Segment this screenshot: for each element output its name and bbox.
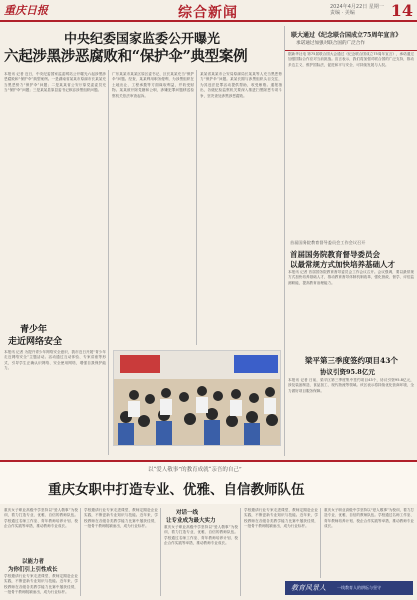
- story3-subtitle: 协议引资95.8亿元: [320, 368, 375, 376]
- subhead-1: 以能力者: [22, 559, 45, 565]
- section-title: 综合新闻: [178, 5, 238, 21]
- banner-body-5: 重庆女子职业高级中学坚持以“爱人敬事”为校训，着力打造专业、优雅、自信的教师队伍。学校通过名师工作室、青年教师培养计划、校企合作实践等举措，推动教师专业成长。: [324, 508, 414, 529]
- story1-subtitle: 承诺通过加强对联合国的广泛合作: [296, 41, 365, 46]
- banner-body-4: 学校邀请行业专家走进课堂，教师定期赴企业实践，不断更新专业知识与技能。近年来，学校教师在各级各类教学能力比赛中屡获佳绩，一批骨干教师脱颖而出，成为行业标杆。: [244, 508, 318, 529]
- page-number: 14: [390, 1, 413, 20]
- feature-body: 本报讯 记者 为提升青少年网络安全意识，我市近日开展“青少年走近网络安全”主题活动。活动通过互动体验、专家讲座等形式，引导学生正确认识网络、安全使用网络，增强自我保护能力。: [4, 350, 106, 371]
- story3-body: 本报讯 记者 日前，梁平区第三季度集中签约项目43个，协议引资95.8亿元，涉及装备制造、食品加工、现代物流等领域。该区表示将持续优化营商环境，全力做好项目服务保障。: [288, 378, 414, 393]
- story2-title-line1: 首届国务院教育督导委员会: [290, 250, 380, 259]
- column-rule: [320, 508, 321, 578]
- feature-title-line1: 青少年: [20, 325, 48, 335]
- dateline: 2024年4月22日 星期一 责编 · 美编: [330, 4, 384, 16]
- story2-body: 本报讯 记者 首届国务院教育督导委员会工作会议召开。会议强调，要以最常规方式加快培养基础人才，推动教育督导体制机制改革，强化督政、督学、评估监测职能，提高教育治理能力。: [288, 270, 414, 285]
- lead-headline-line1: 中央纪委国家监委公开曝光: [64, 32, 221, 47]
- story2-kicker: 首届国务院教育督导委员会工作会议召开: [290, 240, 366, 245]
- story1-title: 联大通过《纪念联合国成立75周年宣言》: [291, 32, 402, 39]
- subhead-2b: 让专业成为最大实力: [166, 518, 216, 524]
- feature-banner: [0, 460, 417, 504]
- article-column-1: 本报讯 记者 近日，中央纪委国家监委网站公开曝光六起涉黑涉恶腐败和“保护伞”典型案例。一是湖南省某某市原副市长某某充当黑恶势力“保护伞”问题；二是某某省公安厅原党委委员充当“保护伞”问题；三是某某县原县委书记纵容涉黑组织问题。: [4, 72, 106, 93]
- footer-banner: [285, 581, 413, 595]
- crowd-photo-illustration: [114, 351, 281, 446]
- column-rule: [284, 26, 285, 456]
- banner-kicker: 以“爱人敬事”的教育成就“亲吾的自己”: [148, 467, 242, 473]
- lead-headline-line2: 六起涉黑涉恶腐败和“保护伞”典型案例: [4, 48, 248, 65]
- divider: [284, 50, 417, 51]
- story3-title: 梁平第三季度签约项目43个: [305, 356, 398, 365]
- story2-title-line2: 以最常规方式加快培养基础人才: [290, 260, 395, 269]
- banner-title: 重庆女职中打造专业、优雅、自信教师队伍: [48, 482, 305, 498]
- banner-body-3: 重庆女子职业高级中学坚持以“爱人敬事”为校训，着力打造专业、优雅、自信的教师队伍。学校通过名师工作室、青年教师培养计划、校企合作实践等举措，推动教师专业成长。: [164, 525, 238, 546]
- story1-body: 据新华社电 第75届联合国大会通过《纪念联合国成立75周年宣言》，承诺通过加强国际合作应对当前挑战。宣言表示，我们将加强对联合国的广泛支持，推动多边主义，维护国际法，促进和平与安全、可持续发展与人权。: [288, 52, 414, 67]
- column-rule: [160, 508, 161, 596]
- column-rule: [80, 508, 81, 596]
- banner-body-2: 学校邀请行业专家走进课堂，教师定期赴企业实践，不断更新专业知识与技能。近年来，学校教师在各级各类教学能力比赛中屡获佳绩，一批骨干教师脱颖而出，成为行业标杆。: [84, 508, 158, 529]
- footer-subtitle: 一线教育人的耕耘与坚守: [337, 585, 381, 590]
- footer-title: 教育风景人: [291, 584, 326, 592]
- newspaper-logo: 重庆日报: [4, 4, 48, 17]
- banner-body-1b: 学校邀请行业专家走进课堂，教师定期赴企业实践，不断更新专业知识与技能。近年来，学校教师在各级各类教学能力比赛中屡获佳绩，一批骨干教师脱颖而出，成为行业标杆。: [4, 574, 78, 595]
- subhead-2: 对话一线: [176, 510, 199, 516]
- column-rule: [196, 70, 197, 345]
- column-rule: [108, 70, 109, 455]
- article-column-2: 广东某某市某某区原区委书记、区长某某充当“保护伞”问题。经查，某某利用职务便利，为涉黑组织在土地出让、工程承揽等方面谋取利益，并收受财物。某某被开除党籍和公职，涉嫌犯罪问题移送检察机关依法审查起诉。: [112, 72, 194, 98]
- article-column-3: 某某省某某市公安局原副局长某某等人充当黑恶势力“保护伞”问题。某某长期与涉黑组织头目交往，为其违法犯罪活动提供帮助，收受贿赂。通报指出，各级纪检监察机关要深入推进扫黑除恶专项斗争，坚决查处涉黑涉恶腐败。: [200, 72, 282, 98]
- banner-body-1: 重庆女子职业高级中学坚持以“爱人敬事”为校训，着力打造专业、优雅、自信的教师队伍。学校通过名师工作室、青年教师培养计划、校企合作实践等举措，推动教师专业成长。: [4, 508, 78, 529]
- feature-title-line2: 走近网络安全: [8, 337, 63, 347]
- column-rule: [240, 508, 241, 596]
- subhead-1b: 为你们引上引性成长: [8, 567, 58, 573]
- masthead: [0, 0, 417, 22]
- event-photo: [113, 350, 281, 446]
